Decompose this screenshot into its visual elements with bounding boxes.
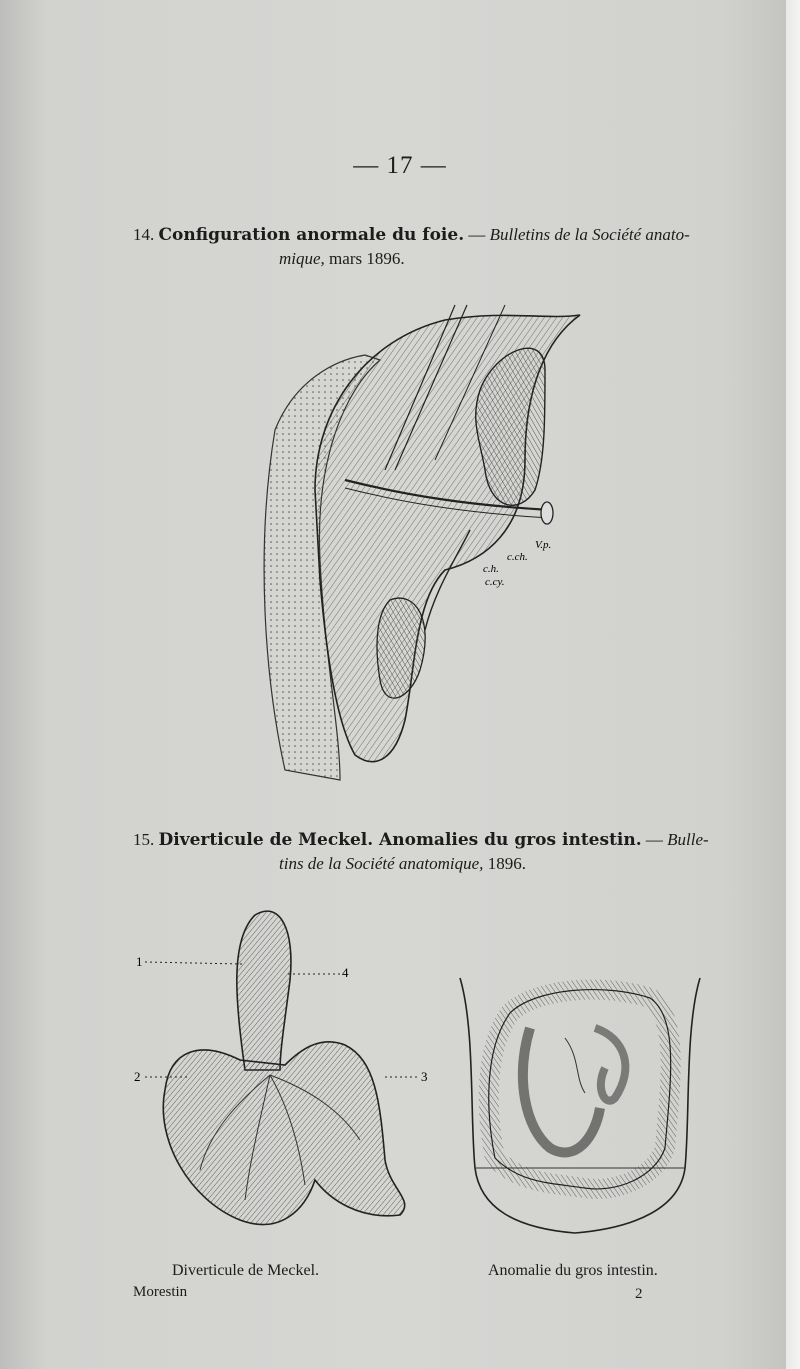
page-edge bbox=[786, 0, 800, 1369]
entry-title: Diverticule de Meckel. Anomalies du gros intestin. bbox=[158, 830, 642, 850]
entry-source-italic: mique, bbox=[279, 249, 325, 268]
meckel-label-2: 2 bbox=[134, 1069, 141, 1084]
label-ch: c.h. bbox=[483, 563, 499, 575]
colon-illustration bbox=[455, 968, 705, 1243]
entry-source: Bulletins de la Société anato- bbox=[489, 225, 690, 244]
meckel-illustration bbox=[130, 900, 430, 1245]
entry-source: Bulle- bbox=[667, 830, 709, 849]
label-ccy: c.cy. bbox=[485, 576, 505, 588]
entry-14 bbox=[133, 223, 733, 271]
footer-signature: 2 bbox=[635, 1286, 643, 1302]
meckel-label-4: 4 bbox=[342, 965, 349, 980]
footer-author: Morestin bbox=[133, 1284, 188, 1300]
entry-source-date: mars 1896. bbox=[329, 249, 405, 268]
entry-number: 14. bbox=[133, 225, 155, 244]
entry-15 bbox=[133, 828, 733, 876]
label-vp: V.p. bbox=[535, 539, 552, 551]
entry-dash: — bbox=[645, 830, 663, 849]
colon-caption: Anomalie du gros intestin. bbox=[488, 1262, 658, 1279]
entry-source-line2 bbox=[133, 852, 733, 876]
page-number: — 17 — bbox=[353, 152, 447, 179]
liver-illustration bbox=[245, 300, 595, 790]
entry-number: 15. bbox=[133, 830, 155, 849]
entry-source-date: 1896. bbox=[487, 854, 526, 873]
entry-title: Configuration anormale du foie. bbox=[158, 225, 465, 245]
label-cch: c.ch. bbox=[507, 551, 528, 563]
meckel-caption: Diverticule de Meckel. bbox=[172, 1262, 320, 1279]
meckel-label-1: 1 bbox=[136, 954, 143, 969]
meckel-label-3: 3 bbox=[421, 1069, 428, 1084]
entry-source-italic: tins de la Société anatomique, bbox=[279, 854, 484, 873]
entry-dash: — bbox=[468, 225, 486, 244]
entry-source-line2 bbox=[133, 247, 733, 271]
